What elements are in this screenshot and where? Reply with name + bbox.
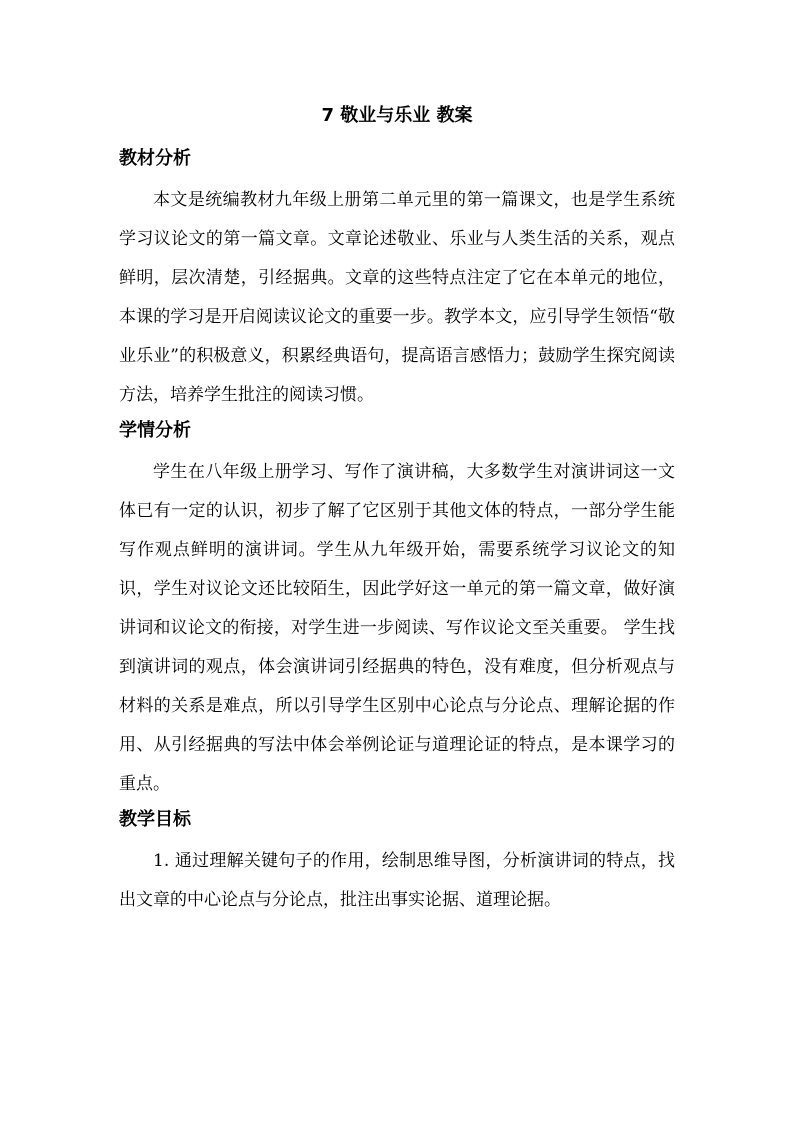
document-body xyxy=(119,145,675,920)
paragraph-student-analysis: 学生在八年级上册学习、写作了演讲稿，大多数学生对演讲词这一文体已有一定的认识，初步了解了它区别于其他文体的特点，一部分学生能写作观点鲜明的演讲词。学生从九年级开始，需要系统学习议论文的知识，学生对议论文还比较陌生，因此学好这一单元的第一篇文章，做好演讲词和议论文的衔接，对学生进一步阅读、写作议论文至关重要。 学生找到演讲词的观点，体会演讲词引经据典的特色，没有难度，但分析观点与材料的关系是难点，所以引导学生区别中心论点与分论点、理解论据的作用、从引经据典的写法中体会举例论证与道理论证的特点，是本课学习的重点。 xyxy=(119,462,675,794)
paragraph-textbook-analysis: 本文是统编教材九年级上册第二单元里的第一篇课文，也是学生系统学习议论文的第一篇文章。文章论述敬业、乐业与人类生活的关系，观点鲜明，层次清楚，引经据典。文章的这些特点注定了它在本单元的地位，本课的学习是开启阅读议论文的重要一步。教学本文，应引导学生领悟“敬业乐业”的积极意义，积累经典语句，提高语言感悟力；鼓励学生探究阅读方法，培养学生批注的阅读习惯。 xyxy=(119,190,675,405)
paragraph-teaching-goal-1: 1. 通过理解关键句子的作用，绘制思维导图，分析演讲词的特点，找出文章的中心论点与分论点，批注出事实论据、道理论据。 xyxy=(119,851,675,910)
section-heading-textbook-analysis: 教材分析 xyxy=(119,148,191,169)
section-heading-student-analysis: 学情分析 xyxy=(119,420,191,441)
document-title: 7 敬业与乐业 教案 xyxy=(321,105,473,126)
section-heading-teaching-goals: 教学目标 xyxy=(119,809,191,830)
